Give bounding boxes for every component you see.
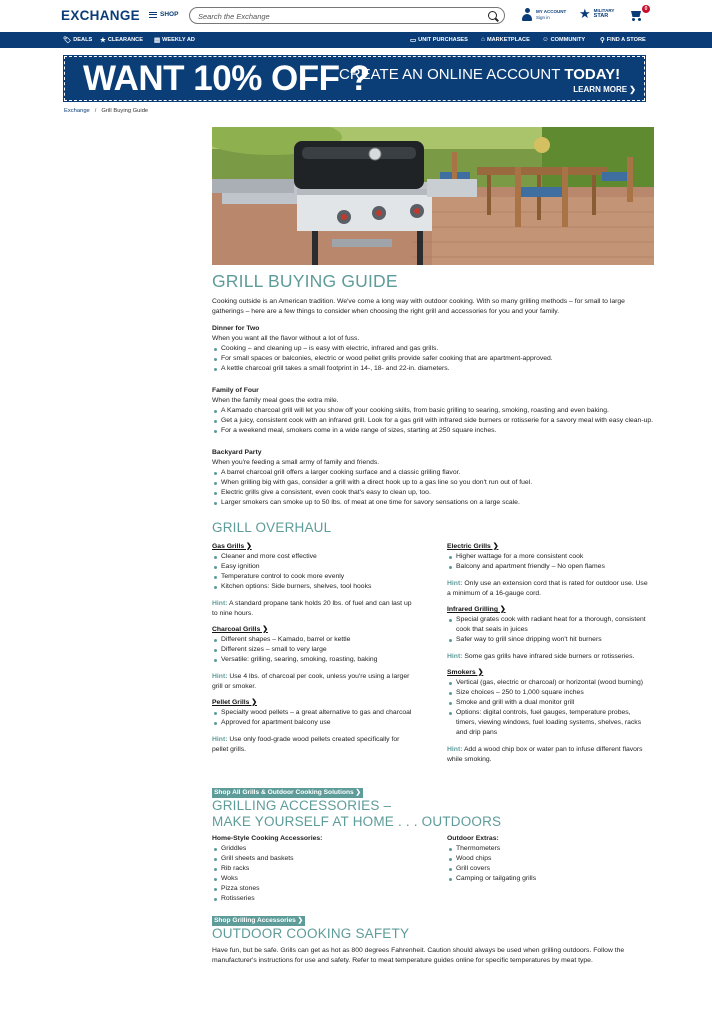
- list-item: Rib racks: [212, 864, 417, 874]
- list-item: Balcony and apartment friendly – No open flames: [447, 562, 652, 572]
- guide-content: [212, 270, 654, 966]
- section-lead: When the family meal goes the extra mile.: [212, 397, 339, 404]
- id-card-icon: ▭: [410, 37, 417, 44]
- charcoal-grills-link[interactable]: Charcoal Grills ❯: [212, 626, 268, 633]
- list-item: Versatile: grilling, searing, smoking, roasting, baking: [212, 655, 417, 665]
- list-item: Cleaner and more cost effective: [212, 552, 417, 562]
- hint-label: Hint:: [447, 746, 463, 753]
- pellet-hint: [212, 735, 417, 755]
- list-item: Size choices – 250 to 1,000 square inches: [447, 688, 652, 698]
- search-bar: [189, 7, 505, 24]
- list-item: Different shapes – Kamado, barrel or kettle: [212, 635, 417, 645]
- overhaul-left-column: [212, 542, 417, 755]
- smokers-hint: [447, 745, 652, 765]
- list-item: Grill sheets and baskets: [212, 854, 417, 864]
- search-input[interactable]: [198, 10, 478, 22]
- hamburger-icon: [149, 12, 157, 18]
- breadcrumb-separator: /: [94, 108, 97, 114]
- exchange-logo[interactable]: [61, 8, 140, 23]
- nav-weekly-ad[interactable]: [154, 36, 195, 44]
- smokers-link[interactable]: Smokers ❯: [447, 669, 484, 676]
- list-item: A kettle charcoal grill takes a small footprint in 14-, 18- and 22-in. diameters.: [212, 364, 654, 374]
- nav-find-store-label: FIND A STORE: [606, 37, 646, 43]
- grill-hero-image: [212, 127, 654, 265]
- overhaul-title: GRILL OVERHAUL: [212, 520, 332, 535]
- promo-sub-a: CREATE AN ONLINE ACCOUNT: [339, 66, 565, 83]
- star-icon: ★: [100, 37, 106, 44]
- list-item: Rotisseries: [212, 894, 417, 904]
- site-header: [0, 0, 712, 32]
- list-item: Griddles: [212, 844, 417, 854]
- list-item: Temperature control to cook more evenly: [212, 572, 417, 582]
- tag-icon: 🏷: [63, 37, 72, 44]
- list-item: Woks: [212, 874, 417, 884]
- nav-marketplace-label: MARKETPLACE: [486, 36, 530, 43]
- breadcrumb: [64, 108, 148, 114]
- map-pin-icon: ⚲: [600, 37, 605, 44]
- list-item: For a weekend meal, smokers come in a wide range of sizes, starting at 250 square inches.: [212, 426, 654, 436]
- hint-label: Hint:: [447, 653, 463, 660]
- nav-clearance-label: CLEARANCE: [107, 37, 143, 43]
- outdoor-extras-column: [447, 834, 652, 884]
- nav-community-label: COMMUNITY: [550, 36, 586, 43]
- home-accessories-title: Home-Style Cooking Accessories:: [212, 835, 323, 842]
- outdoor-extras-title: Outdoor Extras:: [447, 835, 499, 842]
- grill-patio-illustration: [212, 127, 654, 265]
- list-item: Higher wattage for a more consistent cook: [447, 552, 652, 562]
- list-item: Kitchen options: Side burners, shelves, tool hooks: [212, 582, 417, 592]
- logo-e: E: [61, 8, 71, 23]
- accessories-columns: [212, 834, 654, 908]
- list-item: Cooking – and cleaning up – is easy with electric, infrared and gas grills.: [212, 344, 654, 354]
- learn-more-link[interactable]: LEARN MORE ❯: [573, 85, 636, 94]
- hint-text: Some gas grills have infrared side burners or rotisseries.: [462, 653, 635, 660]
- search-icon[interactable]: [488, 11, 497, 20]
- list-item: Specialty wood pellets – a great alternative to gas and charcoal: [212, 708, 417, 718]
- nav-weekly-ad-label: WEEKLY AD: [162, 37, 195, 43]
- electric-grills-link[interactable]: Electric Grills ❯: [447, 543, 499, 550]
- list-item: Get a juicy, consistent cook with an infrared grill. Look for a gas grill with infrared side burners or rotisserie for a savory meal with easy clean-up.: [212, 416, 654, 426]
- shop-all-grills-button[interactable]: Shop All Grills & Outdoor Cooking Solutions ❯: [214, 789, 362, 796]
- cart-count-badge: 0: [642, 5, 650, 13]
- home-accessories-column: [212, 834, 417, 904]
- section-backyard-party: [212, 448, 654, 508]
- sign-in-label: Sign in: [536, 15, 550, 20]
- section-title: Backyard Party: [212, 449, 262, 456]
- hint-text: Use only food-grade wood pellets created specifically for pellet grills.: [212, 736, 400, 753]
- list-item: Larger smokers can smoke up to 50 lbs. of meat at one time for savory sensations on a large scale.: [212, 498, 654, 508]
- list-item: Different sizes – small to very large: [212, 645, 417, 655]
- hint-label: Hint:: [447, 580, 463, 587]
- nav-deals-label: DEALS: [73, 37, 93, 43]
- military-star-link[interactable]: [579, 7, 614, 20]
- cart-wheel-left: [632, 18, 635, 21]
- nav-find-store[interactable]: [600, 36, 646, 44]
- list-item: Options: digital controls, fuel gauges, temperature probes, timers, viewing windows, fuel loading systems, shelves, racks and drip pans: [447, 708, 652, 738]
- nav-clearance[interactable]: [100, 36, 143, 44]
- cart-wheel-right: [638, 18, 641, 21]
- list-item: Thermometers: [447, 844, 652, 854]
- list-item: Wood chips: [447, 854, 652, 864]
- cart-icon: [631, 11, 641, 17]
- list-item: Special grates cook with radiant heat for a thorough, consistent cook that seals in juices: [447, 615, 652, 635]
- user-icon: [522, 8, 532, 21]
- list-item: When grilling big with gas, consider a grill with a direct hook up to a gas line so you don't run out of fuel.: [212, 478, 654, 488]
- military-label: MILITARY: [593, 8, 615, 13]
- shop-grilling-accessories-button[interactable]: Shop Grilling Accessories ❯: [214, 917, 304, 924]
- list-item: Approved for apartment balcony use: [212, 718, 417, 728]
- section-dinner-for-two: [212, 324, 654, 374]
- logo-change: CHANGE: [79, 8, 140, 23]
- section-lead: When you want all the flavor without a lot of fuss.: [212, 335, 360, 342]
- section-title: Dinner for Two: [212, 325, 260, 332]
- cart-button[interactable]: [629, 6, 648, 21]
- account-title: MY ACCOUNT: [536, 9, 567, 14]
- list-item: A barrel charcoal grill offers a larger cooking surface and a classic grilling flavor.: [212, 468, 654, 478]
- promo-sub-b: TODAY!: [564, 66, 621, 83]
- gas-grills-link[interactable]: Gas Grills ❯: [212, 543, 252, 550]
- breadcrumb-home[interactable]: Exchange: [64, 108, 90, 114]
- list-item: Safer way to grill since dripping won't hit burners: [447, 635, 652, 645]
- overhaul-columns: [212, 542, 654, 782]
- my-account-link[interactable]: [522, 8, 566, 21]
- list-item: Electric grills give a consistent, even cook that's easy to clean up, too.: [212, 488, 654, 498]
- main-nav: [0, 32, 712, 48]
- gas-hint: [212, 599, 417, 619]
- promo-headline: WANT 10% OFF ?: [83, 59, 370, 98]
- safety-text: Have fun, but be safe. Grills can get as hot as 800 degrees Fahrenheit. Caution should always be used when grilling outdoors. Follow the manufacturer's instructions for use and safety. Refer to meat temperature guides online for specific temperatures by meat type.: [212, 947, 625, 964]
- list-item: For small spaces or balconies, electric or wood pellet grills provide safer cooking that are apartment-approved.: [212, 354, 654, 364]
- electric-hint: [447, 579, 652, 599]
- list-item: Smoke and grill with a dual monitor grill: [447, 698, 652, 708]
- promo-subheadline: [339, 66, 620, 83]
- star-label: STAR: [593, 13, 609, 19]
- hint-text: Add a wood chip box or water pan to infuse different flavors while smoking.: [447, 746, 643, 763]
- breadcrumb-current: Grill Buying Guide: [101, 108, 149, 114]
- list-item: Pizza stones: [212, 884, 417, 894]
- list-item: Easy ignition: [212, 562, 417, 572]
- list-item: Grill covers: [447, 864, 652, 874]
- pellet-grills-link[interactable]: Pellet Grills ❯: [212, 699, 257, 706]
- safety-title: OUTDOOR COOKING SAFETY: [212, 926, 410, 941]
- hint-label: Hint:: [212, 673, 228, 680]
- nav-marketplace[interactable]: [481, 36, 530, 43]
- list-item: A Kamado charcoal grill will let you show off your cooking skills, from basic grilling to searing, smoking, roasting and even baking.: [212, 406, 654, 416]
- section-family-of-four: [212, 386, 654, 436]
- page-title: GRILL BUYING GUIDE: [212, 271, 398, 291]
- people-icon: ☺: [542, 36, 549, 43]
- accessories-subtitle: MAKE YOURSELF AT HOME . . . OUTDOORS: [212, 814, 502, 829]
- nav-community[interactable]: [542, 36, 585, 43]
- nav-deals[interactable]: [63, 36, 92, 44]
- charcoal-hint: [212, 672, 417, 692]
- hint-text: Only use an extension cord that is rated for outdoor use. Use a minimum of a 16-gauge cord.: [447, 580, 648, 597]
- nav-unit-purchases[interactable]: [410, 36, 468, 44]
- newspaper-icon: ▤: [154, 37, 161, 44]
- hint-text: A standard propane tank holds 20 lbs. of fuel and can last up to nine hours.: [212, 600, 412, 617]
- storefront-icon: ⌂: [481, 36, 485, 43]
- nav-unit-purchases-label: UNIT PURCHASES: [418, 37, 468, 43]
- logo-x: X: [70, 8, 80, 23]
- accessories-title: GRILLING ACCESSORIES –: [212, 798, 392, 813]
- hint-text: Use 4 lbs. of charcoal per cook, unless you're using a larger grill or smoker.: [212, 673, 410, 690]
- section-title: Family of Four: [212, 387, 259, 394]
- infrared-hint: [447, 652, 652, 662]
- promo-banner[interactable]: [64, 56, 645, 101]
- list-item: Camping or tailgating grills: [447, 874, 652, 884]
- shop-label: SHOP: [160, 11, 179, 18]
- hint-label: Hint:: [212, 600, 228, 607]
- military-star-icon: ★: [579, 6, 591, 21]
- hint-label: Hint:: [212, 736, 228, 743]
- guide-intro: Cooking outside is an American tradition. We've come a long way with outdoor cooking. With so many grilling methods – for small to large gatherings – here are a few things to consider when choosing the right grill and accessories for you and your family.: [212, 298, 625, 315]
- overhaul-right-column: [447, 542, 652, 765]
- infrared-grilling-link[interactable]: Infrared Grilling ❯: [447, 606, 506, 613]
- section-lead: When you're feeding a small army of family and friends.: [212, 459, 380, 466]
- list-item: Vertical (gas, electric or charcoal) or horizontal (wood burning): [447, 678, 652, 688]
- shop-menu-button[interactable]: [149, 11, 178, 18]
